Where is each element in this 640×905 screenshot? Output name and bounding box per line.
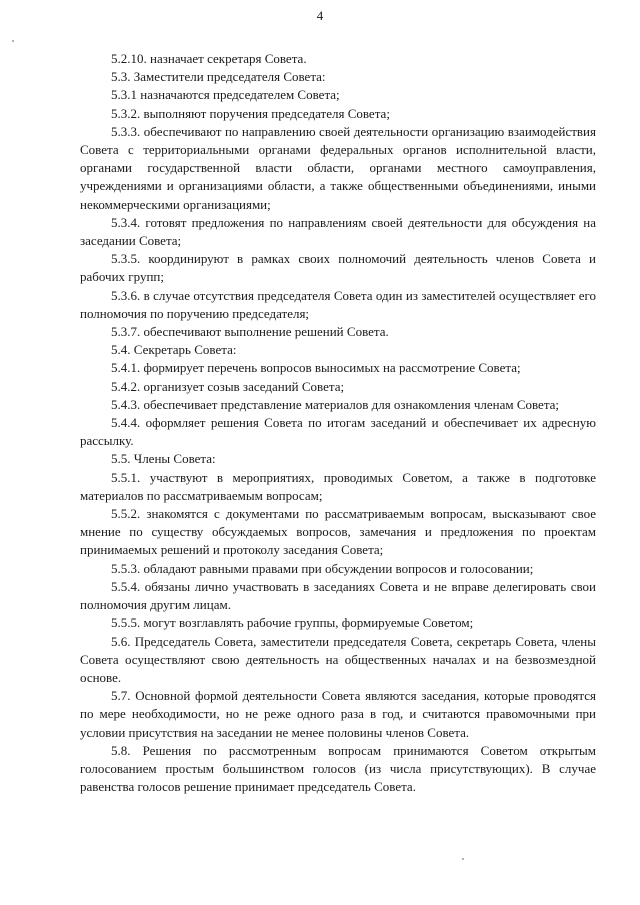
- paragraph-5-3-6: 5.3.6. в случае отсутствия председателя Совета один из заместителей осуществляет его полномочия по поручению председателя;: [80, 287, 596, 321]
- paragraph-5-3-2: 5.3.2. выполняют поручения председателя Совета;: [111, 105, 390, 121]
- paragraph-5-5-5: 5.5.5. могут возглавлять рабочие группы, формируемые Советом;: [111, 615, 474, 631]
- paragraph-5-5-4: 5.5.4. обязаны лично участвовать в заседаниях Совета и не вправе делегировать свои полномочия другим лицам.: [80, 578, 596, 613]
- paragraph-5-5-2: 5.5.2. знакомятся с документами по рассматриваемым вопросам, высказывают свое мнение по существу обсуждаемых вопросов, замечания и предложения по проектам принимаемых решений и протоколу заседания Совета;: [80, 506, 596, 558]
- paragraph-5-7: 5.7. Основной формой деятельности Совета являются заседания, которые проводятся по мере необходимости, но не реже одного раза в год, и считаются правомочными при условии присутствия на заседании не менее половины членов Совета.: [80, 688, 596, 740]
- paragraph-5-5-3: 5.5.3. обладают равными правами при обсуждении вопросов и голосовании;: [111, 560, 534, 576]
- paragraph-5-3-1: 5.3.1 назначаются председателем Совета;: [111, 87, 340, 103]
- scan-speck: [462, 858, 464, 860]
- paragraph-5-3-3: 5.3.3. обеспечивают по направлению своей деятельности организацию взаимодействия Совета с территориальными органами федеральных органов исполнительной власти, органами государственной власти области, органами местного самоуправления, учреждениями и организациями области, а также общественными объединениями, иными некоммерческими организациями;: [80, 123, 596, 212]
- paragraph-5-2-10: 5.2.10. назначает секретаря Совета.: [111, 51, 307, 66]
- paragraph-5-4-2: 5.4.2. организует созыв заседаний Совета;: [111, 378, 345, 394]
- paragraph-5-5: 5.5. Члены Совета:: [111, 451, 216, 467]
- paragraph-5-4: 5.4. Секретарь Совета:: [111, 342, 237, 358]
- paragraph-5-6: 5.6. Председатель Совета, заместители председателя Совета, секретарь Совета, члены Совета осуществляют свою деятельность на общественных началах и на безвозмездной основе.: [80, 633, 596, 685]
- scan-speck: [12, 40, 14, 42]
- paragraph-5-3-4: 5.3.4. готовят предложения по направлениям своей деятельности для обсуждения на заседании Совета;: [80, 214, 596, 249]
- document-body: [80, 50, 596, 796]
- page-number: 4: [316, 8, 324, 23]
- paragraph-5-3: 5.3. Заместители председателя Совета:: [111, 69, 326, 85]
- paragraph-5-3-5: 5.3.5. координируют в рамках своих полномочий деятельность членов Совета и рабочих групп;: [80, 251, 596, 285]
- paragraph-5-5-1: 5.5.1. участвуют в мероприятиях, проводимых Советом, а также в подготовке материалов по рассматриваемым вопросам;: [80, 469, 596, 503]
- paragraph-5-3-7: 5.3.7. обеспечивают выполнение решений Совета.: [111, 324, 389, 340]
- paragraph-5-8: 5.8. Решения по рассмотренным вопросам принимаются Советом открытым голосованием простым большинством голосов (из числа присутствующих). В случае равенства голосов решение принимает председатель Совета.: [80, 742, 596, 795]
- paragraph-5-4-4: 5.4.4. оформляет решения Совета по итогам заседаний и обеспечивает их адресную рассылку.: [80, 415, 596, 449]
- paragraph-5-4-3: 5.4.3. обеспечивает представление материалов для ознакомления членам Совета;: [111, 396, 560, 412]
- paragraph-5-4-1: 5.4.1. формирует перечень вопросов выносимых на рассмотрение Совета;: [111, 360, 521, 376]
